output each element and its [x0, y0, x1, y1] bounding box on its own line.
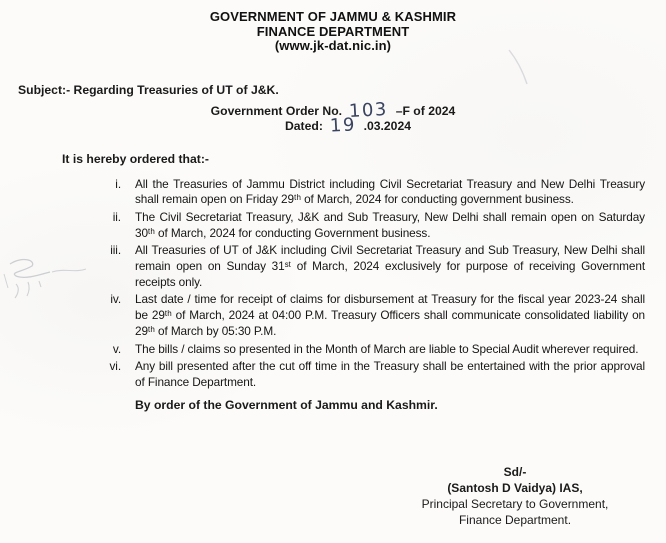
- dated-day-handwritten: 19: [329, 113, 357, 137]
- subject-line: Subject:- Regarding Treasuries of UT of J&K.: [18, 82, 279, 97]
- item-numeral: i.: [115, 176, 121, 191]
- dated-suffix: .03.2024: [363, 118, 412, 133]
- item-numeral: ii.: [112, 209, 121, 224]
- header-department-line: FINANCE DEPARTMENT: [256, 23, 410, 39]
- signature-title-line1: Principal Secretary to Government,: [421, 497, 609, 511]
- item-text: Any bill presented after the cut off time in the Treasury shall be entertained with the prior approval of Finance Department.: [135, 359, 645, 389]
- item-text: All the Treasuries of Jammu District including Civil Secretariat Treasury and New Delhi Treasury shall remain open on Friday 29ᵗʰ of March, 2024 for conducting government business.: [135, 176, 645, 207]
- order-item-vi: [97, 359, 666, 390]
- item-text: Last date / time for receipt of claims for disbursement at Treasury for the fiscal year 2023-24 shall be 29ᵗʰ of March, 2024 at 04:00 P.M. Treasury Officers shall communicate consolidated liability on 29ᵗʰ of March by 05:30 P.M.: [135, 292, 645, 338]
- header-website-line: (www.jk-dat.nic.in): [274, 38, 392, 53]
- dated-prefix: Dated:: [284, 118, 323, 133]
- signature-title-line2: Finance Department.: [458, 513, 572, 527]
- order-item-iv: [97, 292, 666, 339]
- order-item-v: [97, 342, 666, 358]
- order-number-prefix: Government Order No.: [210, 103, 343, 118]
- signature-block: [395, 464, 635, 528]
- margin-scribble-mark: [2, 246, 102, 306]
- item-text: The Civil Secretariat Treasury, J&K and Sub Treasury, New Delhi shall remain open on Saturday 30ᵗʰ of March, 2024 for conducting Government business.: [135, 209, 645, 240]
- item-numeral: vi.: [109, 359, 121, 374]
- preamble-line: It is hereby ordered that:-: [62, 151, 209, 166]
- order-number-handwritten: 103: [348, 98, 389, 122]
- signature-name: (Santosh D Vaidya) IAS,: [447, 481, 583, 495]
- item-text: All Treasuries of UT of J&K including Civil Secretariat Treasury and Sub Treasury, New Delhi shall remain open on Sunday 31ˢᵗ of March, 2024 exclusively for purpose of receiving Government receipts only.: [135, 243, 645, 289]
- order-item-iii: [97, 243, 666, 290]
- header-government-line: GOVERNMENT OF JAMMU & KASHMIR: [209, 9, 457, 24]
- closing-order-line: By order of the Government of Jammu and Kashmir.: [135, 397, 438, 412]
- dated-line: [0, 113, 666, 137]
- ordered-items-list: [97, 177, 666, 391]
- item-numeral: v.: [112, 341, 121, 356]
- order-item-ii: [97, 210, 666, 241]
- item-numeral: iii.: [110, 243, 121, 258]
- item-text: The bills / claims so presented in the Month of March are liable to Special Audit wherever required.: [135, 341, 639, 356]
- document-header: [0, 0, 666, 54]
- signature-sd: Sd/-: [503, 465, 527, 479]
- order-item-i: [97, 177, 666, 208]
- order-number-suffix: –F of 2024: [395, 103, 456, 118]
- item-numeral: iv.: [110, 292, 121, 307]
